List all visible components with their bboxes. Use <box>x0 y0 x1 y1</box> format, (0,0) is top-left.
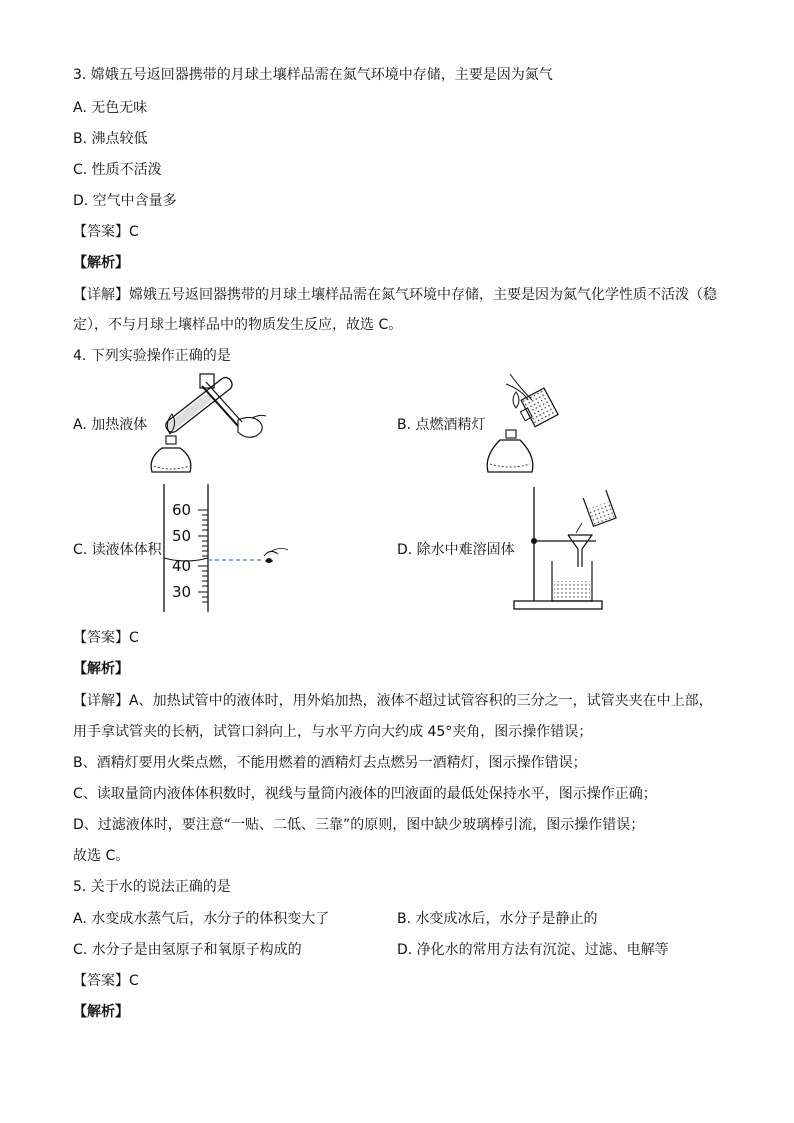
tick-label-50: 50 <box>172 527 192 545</box>
measuring-cylinder-figure <box>158 482 308 614</box>
filtration-figure <box>512 483 630 613</box>
q3-stem: 3. 嫦娥五号返回器携带的月球土壤样品需在氮气环境中存储，主要是因为氮气 <box>73 67 553 83</box>
q4-detail-line-2: 用手拿试管夹的长柄，试管口斜向上，与水平方向大约成 45°夹角，图示操作错误； <box>73 724 593 740</box>
q3-option-d: D. 空气中含量多 <box>73 193 177 209</box>
tick-label-60: 60 <box>172 501 192 519</box>
q5-option-d: D. 净化水的常用方法有沉淀、过滤、电解等 <box>397 942 669 958</box>
q3-option-c: C. 性质不活泼 <box>73 162 162 178</box>
q3-detail-line-2: 定），不与月球土壤样品中的物质发生反应，故选 C。 <box>73 317 403 333</box>
heating-liquid-figure <box>140 368 270 480</box>
q4-stem: 4. 下列实验操作正确的是 <box>73 348 231 364</box>
q4-option-a-label: A. 加热液体 <box>73 417 148 433</box>
q4-option-d-label: D. 除水中难溶固体 <box>397 542 515 558</box>
q3-detail-line-1: 【详解】嫦娥五号返回器携带的月球土壤样品需在氮气环境中存储，主要是因为氮气化学性质不活泼（稳 <box>73 287 717 303</box>
lighting-lamp-figure <box>482 368 562 476</box>
q3-option-b: B. 沸点较低 <box>73 131 148 147</box>
q4-analysis-heading: 【解析】 <box>73 661 129 677</box>
q5-analysis-heading: 【解析】 <box>73 1004 129 1020</box>
q4-option-b-label: B. 点燃酒精灯 <box>397 417 486 433</box>
q4-detail-line-6: 故选 C。 <box>73 848 130 864</box>
q4-detail-line-1: 【详解】A、加热试管中的液体时，用外焰加热，液体不超过试管容积的三分之一，试管夹夹在中上部， <box>73 693 713 709</box>
q4-answer: 【答案】C <box>73 630 139 646</box>
tick-label-40: 40 <box>172 557 192 575</box>
tick-label-30: 30 <box>172 583 192 601</box>
q5-option-b: B. 水变成冰后，水分子是静止的 <box>397 911 598 927</box>
q4-detail-line-5: D、过滤液体时，要注意“一贴、二低、三靠”的原则，图中缺少玻璃棒引流，图示操作错误； <box>73 817 645 833</box>
q5-answer: 【答案】C <box>73 973 139 989</box>
q3-answer: 【答案】C <box>73 224 139 240</box>
q5-option-c: C. 水分子是由氢原子和氧原子构成的 <box>73 942 302 958</box>
q5-stem: 5. 关于水的说法正确的是 <box>73 879 231 895</box>
q3-option-a: A. 无色无味 <box>73 100 148 116</box>
q4-detail-line-3: B、酒精灯要用火柴点燃，不能用燃着的酒精灯去点燃另一酒精灯，图示操作错误； <box>73 755 587 771</box>
q4-option-c-label: C. 读液体体积 <box>73 542 162 558</box>
q4-detail-line-4: C、读取量筒内液体体积数时，视线与量筒内液体的凹液面的最低处保持水平，图示操作正确； <box>73 786 657 802</box>
q5-option-a: A. 水变成水蒸气后，水分子的体积变大了 <box>73 911 330 927</box>
q3-analysis-heading: 【解析】 <box>73 255 129 271</box>
